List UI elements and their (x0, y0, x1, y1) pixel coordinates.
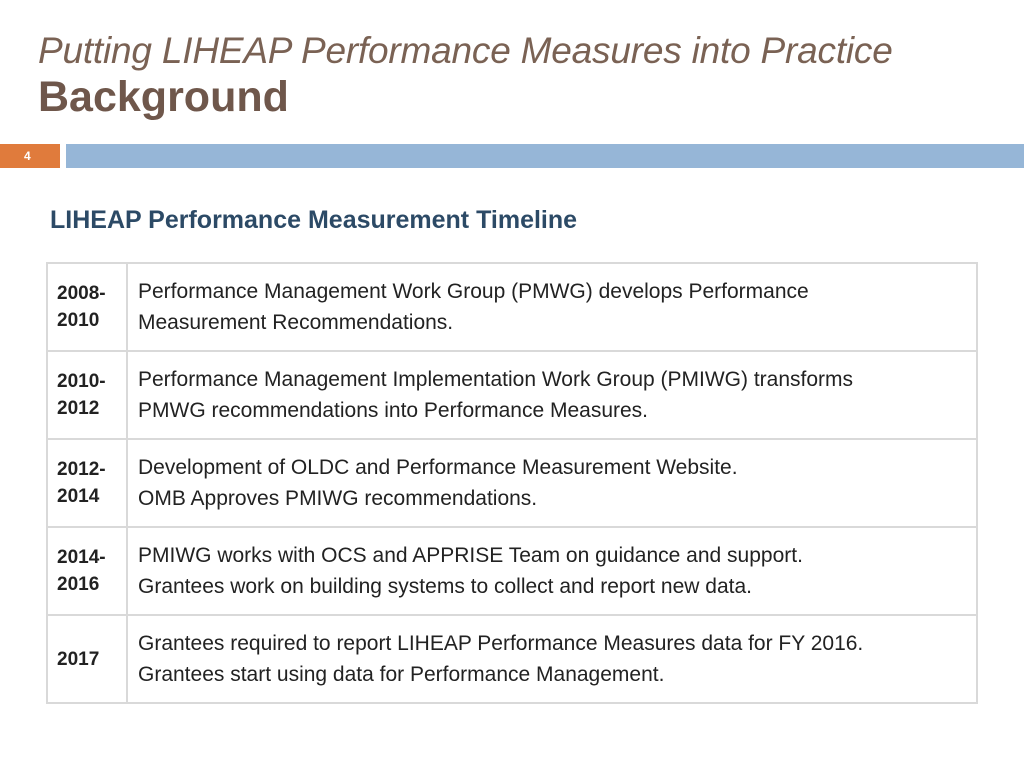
timeline-year-cell (47, 439, 127, 527)
timeline-description-text: Grantees required to report LIHEAP Performance Measures data for FY 2016. (138, 632, 864, 655)
timeline-row (47, 615, 977, 703)
slide-title: Background (38, 73, 289, 121)
timeline-year-text: 2014 (57, 486, 100, 507)
timeline-description-text: PMIWG works with OCS and APPRISE Team on guidance and support. (138, 544, 803, 567)
timeline-year-cell (47, 351, 127, 439)
timeline-description-text: Development of OLDC and Performance Measurement Website. (138, 456, 738, 479)
slide-subtitle: Putting LIHEAP Performance Measures into Practice (38, 30, 893, 71)
section-heading: LIHEAP Performance Measurement Timeline (50, 206, 578, 234)
timeline-description-cell (127, 439, 977, 527)
timeline-row (47, 263, 977, 351)
timeline-description-cell (127, 351, 977, 439)
timeline-description-text: Performance Management Implementation Work Group (PMIWG) transforms (138, 368, 854, 391)
timeline-description-cell (127, 263, 977, 351)
timeline-year-text: 2016 (57, 574, 100, 595)
header-divider-bar (66, 144, 1024, 168)
timeline-year-text: 2008- (57, 283, 106, 304)
timeline-table (46, 262, 978, 704)
timeline-row (47, 527, 977, 615)
timeline-body (47, 263, 977, 703)
timeline-year-cell (47, 527, 127, 615)
timeline-year-text: 2010 (57, 310, 100, 331)
timeline-row (47, 351, 977, 439)
timeline-description-text: Grantees start using data for Performance Management. (138, 663, 665, 686)
timeline-year-text: 2014- (57, 547, 106, 568)
timeline-year-text: 2012 (57, 398, 100, 419)
timeline-description-text: OMB Approves PMIWG recommendations. (138, 487, 538, 510)
timeline-year-text: 2010- (57, 371, 106, 392)
timeline-description-text: Measurement Recommendations. (138, 311, 454, 334)
timeline-description-text: PMWG recommendations into Performance Measures. (138, 399, 649, 422)
slide-number: 4 (0, 144, 60, 168)
timeline-description-cell (127, 527, 977, 615)
timeline-year-text: 2012- (57, 459, 106, 480)
timeline-description-text: Grantees work on building systems to collect and report new data. (138, 575, 752, 598)
timeline-year-cell (47, 615, 127, 703)
timeline-year-cell (47, 263, 127, 351)
timeline-description-cell (127, 615, 977, 703)
timeline-description-text: Performance Management Work Group (PMWG) develops Performance (138, 280, 809, 303)
timeline-row (47, 439, 977, 527)
timeline-year-text: 2017 (57, 648, 100, 670)
